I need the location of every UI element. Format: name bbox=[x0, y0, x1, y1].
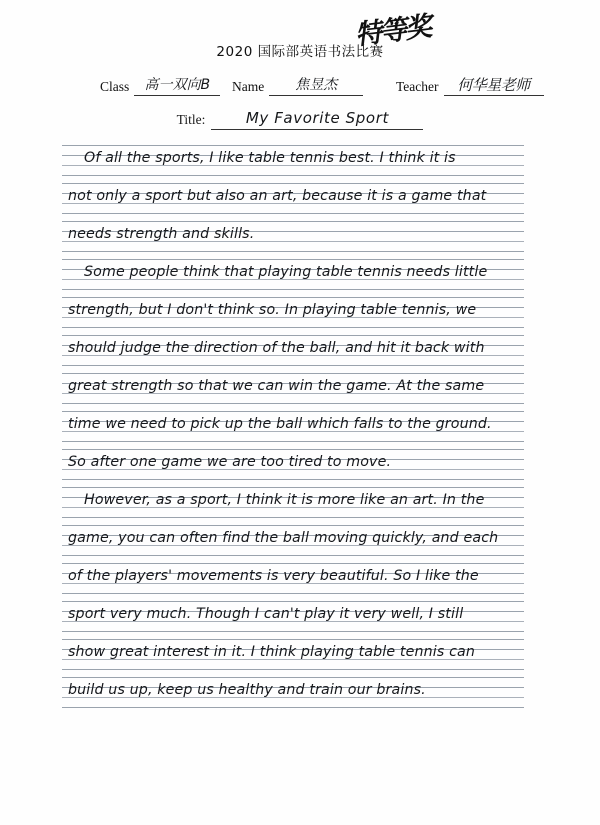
ruled-line bbox=[62, 599, 524, 637]
ruled-line bbox=[62, 637, 524, 675]
page-footer-space bbox=[0, 790, 600, 820]
essay-line: show great interest in it. I think playing table tennis can bbox=[68, 644, 476, 660]
rule-bottom bbox=[62, 555, 524, 556]
ruled-line bbox=[62, 333, 524, 371]
essay-line: needs strength and skills. bbox=[68, 226, 255, 242]
ruled-line bbox=[62, 523, 524, 561]
name-value[interactable]: 焦昱杰 bbox=[269, 76, 363, 96]
title-label: Title: bbox=[176, 112, 206, 127]
ruled-line bbox=[62, 295, 524, 333]
rule-bottom bbox=[62, 289, 524, 290]
ruled-line bbox=[62, 181, 524, 219]
essay-line: Some people think that playing table tennis needs little bbox=[84, 264, 488, 280]
essay-line: great strength so that we can win the game. At the same bbox=[68, 378, 485, 394]
essay-line: So after one game we are too tired to move. bbox=[68, 454, 392, 470]
essay-line: not only a sport but also an art, because it is a game that bbox=[68, 188, 487, 204]
ruled-line bbox=[62, 409, 524, 447]
rule-bottom bbox=[62, 251, 524, 252]
class-value[interactable]: 高一双向B bbox=[134, 76, 220, 96]
essay-line: should judge the direction of the ball, and hit it back with bbox=[68, 340, 485, 356]
essay-line: strength, but I don't think so. In playing table tennis, we bbox=[68, 302, 477, 318]
essay-line: Of all the sports, I like table tennis best. I think it is bbox=[84, 150, 456, 166]
rule-bottom bbox=[62, 707, 524, 708]
ruled-line bbox=[62, 561, 524, 599]
name-field bbox=[232, 76, 363, 96]
contest-title: 2020 国际部英语书法比赛 bbox=[216, 44, 384, 60]
ruled-line bbox=[62, 371, 524, 409]
rule-bottom bbox=[62, 403, 524, 404]
rule-bottom bbox=[62, 365, 524, 366]
award-stamp: 特等奖 bbox=[353, 11, 432, 52]
essay-line: build us up, keep us healthy and train our brains. bbox=[68, 682, 426, 698]
meta-row bbox=[0, 76, 600, 102]
rule-bottom bbox=[62, 631, 524, 632]
name-label: Name bbox=[232, 79, 265, 94]
rule-bottom bbox=[62, 175, 524, 176]
rule-bottom bbox=[62, 479, 524, 480]
essay-line: sport very much. Though I can't play it very well, I still bbox=[68, 606, 464, 622]
essay-line: of the players' movements is very beautiful. So I like the bbox=[68, 568, 479, 584]
ruled-line bbox=[62, 143, 524, 181]
rule-bottom bbox=[62, 441, 524, 442]
title-value[interactable]: My Favorite Sport bbox=[211, 108, 423, 130]
ruled-line bbox=[62, 485, 524, 523]
writing-sheet bbox=[62, 143, 524, 713]
essay-line: game, you can often find the ball moving quickly, and each bbox=[68, 530, 499, 546]
ruled-line bbox=[62, 257, 524, 295]
essay-line: However, as a sport, I think it is more like an art. In the bbox=[84, 492, 485, 508]
rule-bottom bbox=[62, 669, 524, 670]
ruled-line bbox=[62, 219, 524, 257]
essay-line: time we need to pick up the ball which falls to the ground. bbox=[68, 416, 492, 432]
rule-bottom bbox=[62, 213, 524, 214]
class-field bbox=[100, 76, 220, 96]
title-row bbox=[0, 108, 600, 130]
rule-bottom bbox=[62, 593, 524, 594]
ruled-line bbox=[62, 675, 524, 713]
class-label: Class bbox=[100, 79, 130, 94]
ruled-line bbox=[62, 447, 524, 485]
teacher-label: Teacher bbox=[396, 79, 439, 94]
teacher-value[interactable]: 何华星老师 bbox=[444, 76, 544, 96]
teacher-field bbox=[396, 76, 544, 96]
rule-bottom bbox=[62, 517, 524, 518]
rule-bottom bbox=[62, 327, 524, 328]
